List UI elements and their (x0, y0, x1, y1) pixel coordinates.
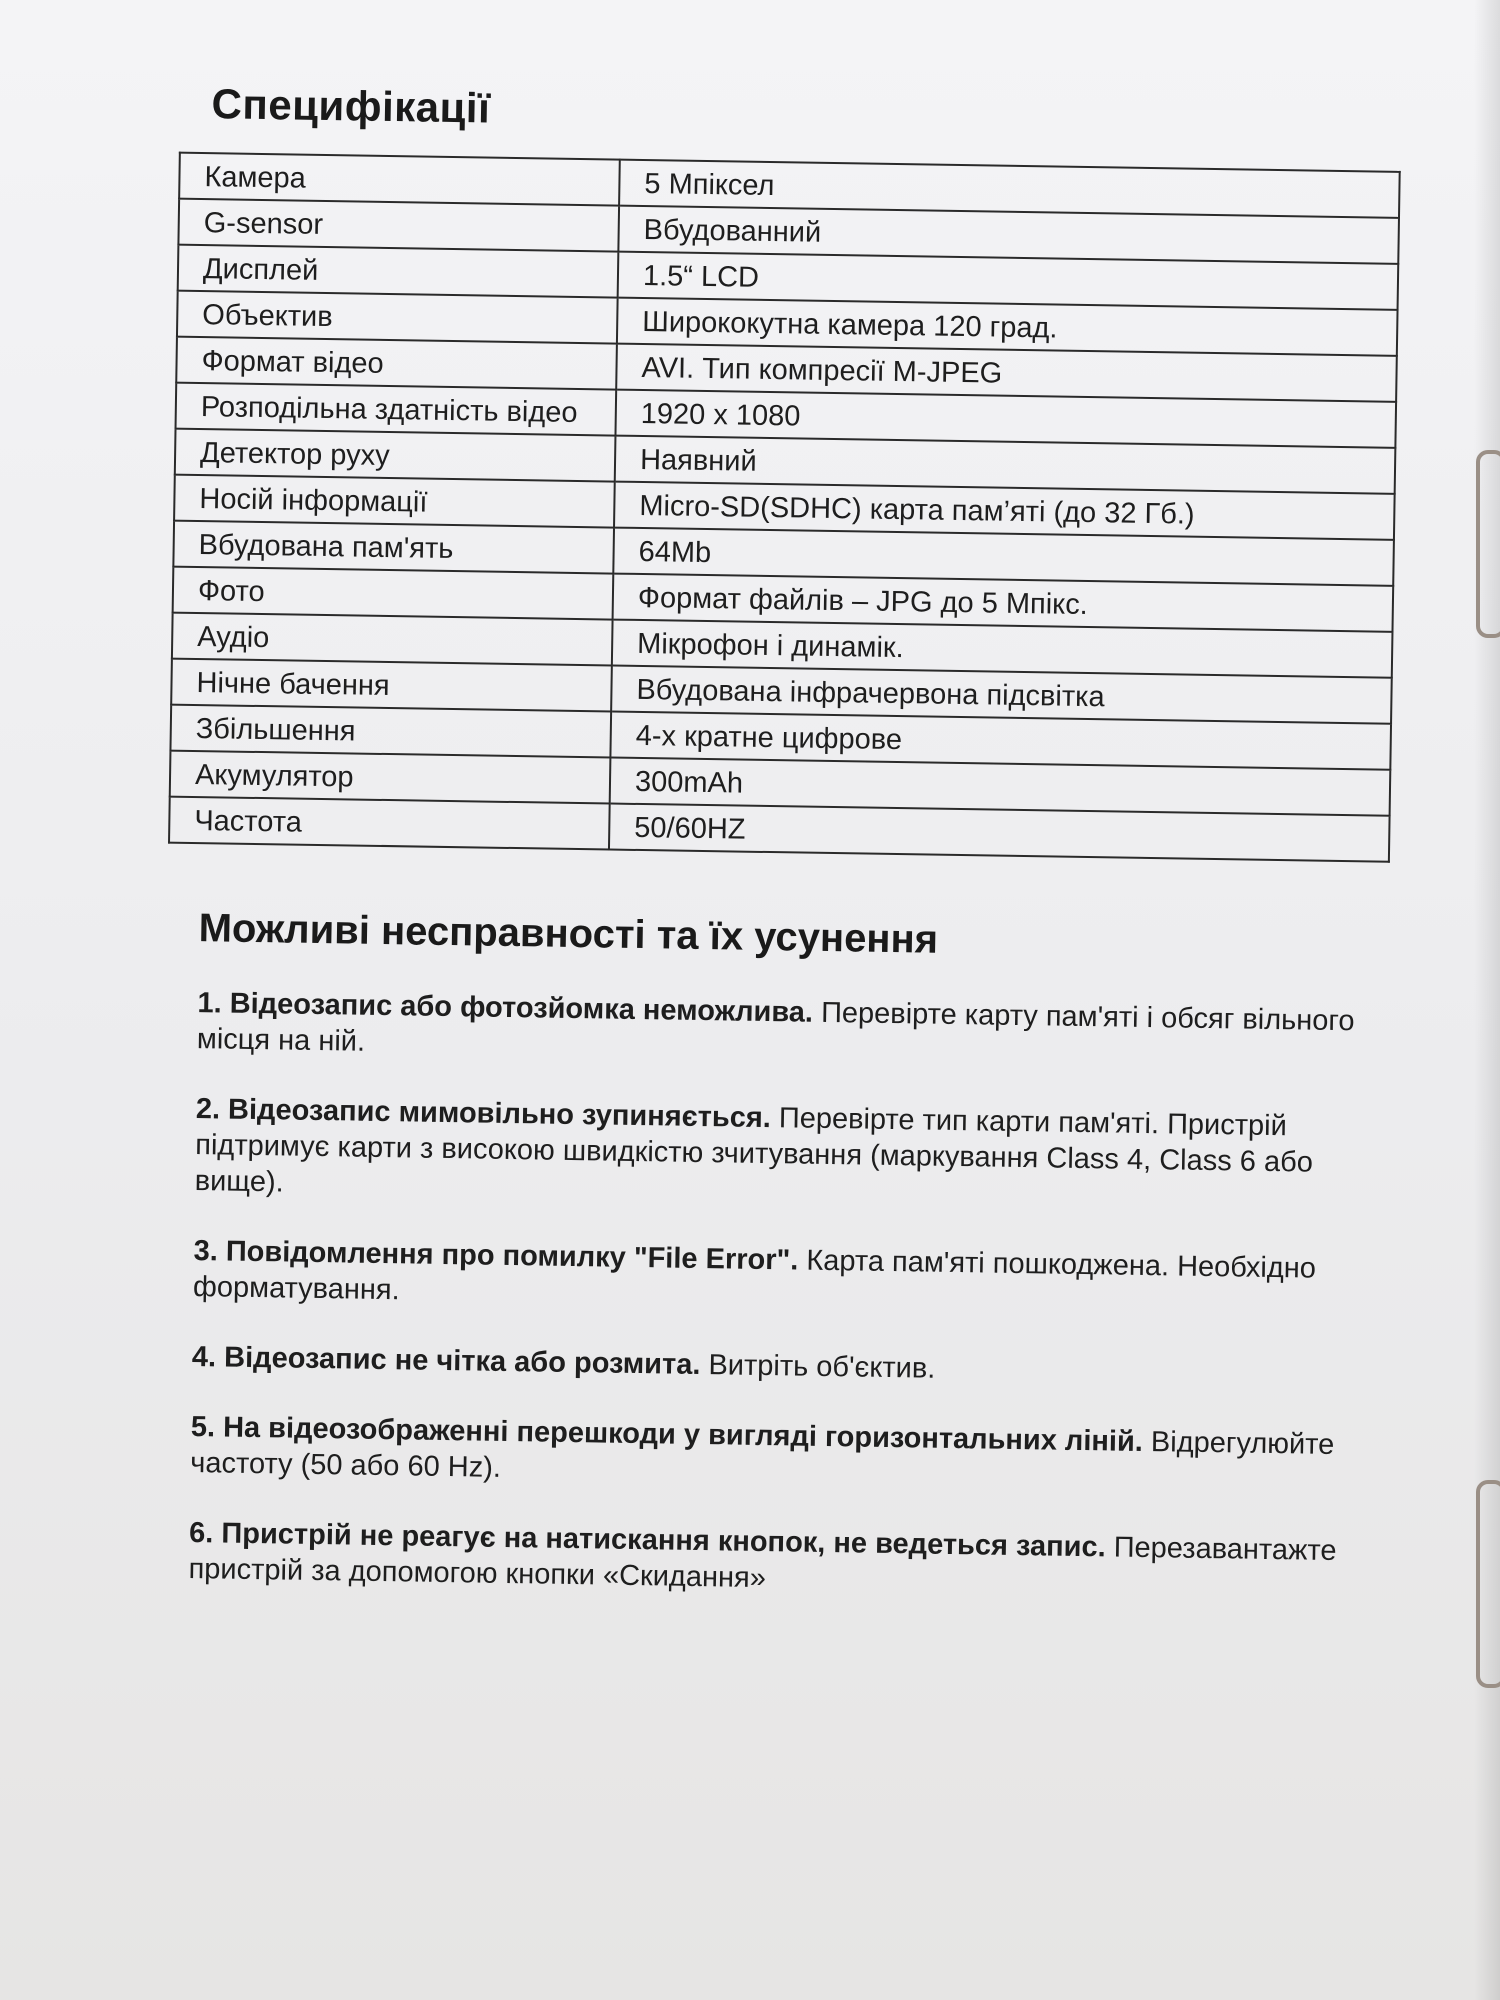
spec-value: 1920 x 1080 (615, 390, 1396, 448)
fault-solution: Витріть об'єктив. (708, 1349, 936, 1385)
spec-parameter: Вбудована пам'ять (173, 521, 614, 574)
spec-parameter: Фото (173, 567, 614, 620)
fault-item (197, 985, 1378, 1076)
fault-item (194, 1091, 1376, 1218)
spec-value: Ширококутна камера 120 град. (617, 298, 1398, 356)
fault-title: 2. Відеозапис мимовільно зупиняється. (195, 1093, 772, 1135)
spec-parameter: Акумулятор (170, 751, 611, 804)
spec-value: Micro-SD(SDHC) карта пам’яті (до 32 Гб.) (614, 482, 1395, 540)
spec-value: 1.5“ LCD (618, 252, 1399, 310)
specifications-table-body (169, 153, 1400, 862)
spec-parameter: Аудіо (172, 613, 613, 666)
spec-value: 5 Мпіксел (619, 160, 1400, 218)
fault-title: 5. На відеозображенні перешкоди у вигляді горизонтальних ліній. (190, 1411, 1144, 1458)
troubleshooting-list (176, 985, 1405, 1606)
spec-value: 4-х кратне цифрове (610, 712, 1391, 770)
fault-item (188, 1515, 1369, 1606)
spec-parameter: Нічне бачення (171, 659, 612, 712)
spec-value: 50/60HZ (609, 804, 1390, 862)
fault-item (190, 1409, 1371, 1500)
fault-solution: Перевірте тип карти пам'яті. Пристрій підтримує карти з високою швидкістю зчитування (маркування Class 4, Class 6 або вище). (194, 1102, 1314, 1199)
binder-ring (1476, 1480, 1500, 1688)
fault-solution: Карта пам'яті пошкоджена. Необхідно форматування. (192, 1244, 1317, 1307)
fault-item (192, 1339, 1372, 1394)
spec-parameter: Детектор руху (175, 429, 616, 482)
fault-title: 1. Відеозапис або фотозйомка неможлива. (197, 987, 814, 1029)
spec-parameter: G-sensor (178, 199, 619, 252)
spec-value: Наявний (615, 436, 1396, 494)
spec-value: 64Mb (613, 528, 1394, 586)
spec-value: Вбудованний (618, 206, 1399, 264)
spec-value: Формат файлів – JPG до 5 Мпікс. (613, 574, 1394, 632)
spec-parameter: Камера (179, 153, 620, 206)
page-content (176, 80, 1420, 1640)
troubleshooting-title: Можливі несправності та їх усунення (198, 906, 939, 962)
spec-parameter: Формат відео (176, 337, 617, 390)
spec-parameter: Частота (169, 797, 610, 850)
spec-value: 300mAh (610, 758, 1391, 816)
fault-solution: Перезавантажте пристрій за допомогою кнопки «Скидання» (188, 1531, 1337, 1595)
page-edge-shadow (1474, 0, 1500, 2000)
spec-value: Мікрофон і динамік. (612, 620, 1393, 678)
specifications-title: Специфікації (211, 80, 491, 132)
fault-title: 3. Повідомлення про помилку "File Error". (193, 1235, 799, 1277)
spec-parameter: Объектив (177, 291, 618, 344)
spec-parameter: Розподільна здатність відео (176, 383, 617, 436)
spec-value: AVI. Тип компресії M-JPEG (616, 344, 1397, 402)
specifications-table (168, 152, 1401, 863)
fault-title: 4. Відеозапис не чітка або розмита. (191, 1341, 701, 1382)
spec-parameter: Дисплей (178, 245, 619, 298)
fault-solution: Відрегулюйте частоту (50 або 60 Hz). (190, 1426, 1335, 1484)
fault-item (193, 1233, 1374, 1324)
fault-title: 6. Пристрій не реагує на натискання кнопок, не ведеться запис. (188, 1517, 1106, 1564)
spec-parameter: Носій інформації (174, 475, 615, 528)
fault-solution: Перевірте карту пам'яті і обсяг вільного місця на ній. (196, 996, 1355, 1058)
spec-value: Вбудована інфрачервона підсвітка (611, 666, 1392, 724)
spec-parameter: Збільшення (170, 705, 611, 758)
binder-ring (1476, 450, 1500, 638)
